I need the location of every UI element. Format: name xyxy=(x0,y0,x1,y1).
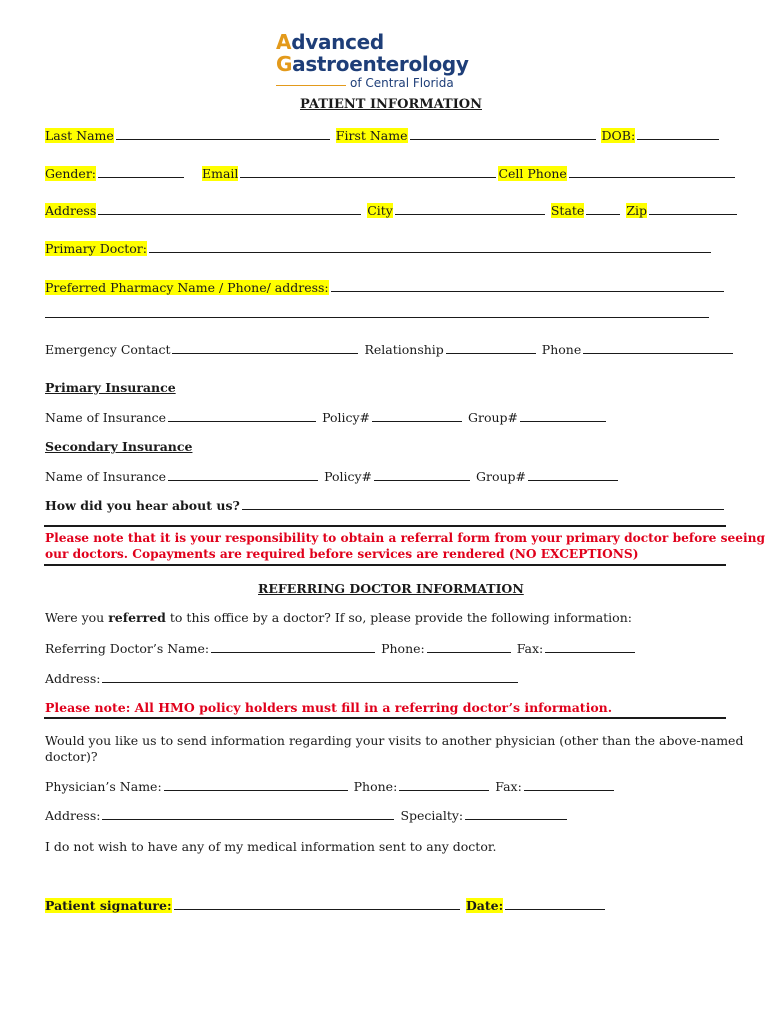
physician-phone-field[interactable] xyxy=(399,780,489,791)
physician-address-field[interactable] xyxy=(102,809,394,820)
referring-address-field[interactable] xyxy=(102,672,518,683)
row-name xyxy=(45,128,721,143)
gender-label: Gender: xyxy=(45,166,97,181)
city-field[interactable] xyxy=(395,204,545,215)
logo-initial-a: A xyxy=(276,30,292,54)
notice-line-2: our doctors. Copayments are required before services are rendered (NO EXCEPTIONS) xyxy=(45,547,639,561)
logo-word-gastroenterology: astroenterology xyxy=(292,52,469,76)
physician-address-label: Address: xyxy=(45,808,101,823)
primary-policy-label: Policy# xyxy=(322,410,371,425)
row-pharmacy xyxy=(45,280,726,295)
how-heard-field[interactable] xyxy=(242,499,724,510)
address-label: Address xyxy=(45,203,97,218)
notice-line-1: Please note that it is your responsibility to obtain a referral form from your primary doctor before seeing xyxy=(45,531,766,545)
divider-top-notice xyxy=(44,525,726,527)
state-field[interactable] xyxy=(586,204,620,215)
divider-bottom-notice xyxy=(44,564,726,566)
row-primary-doctor xyxy=(45,241,713,256)
last-name-label: Last Name xyxy=(45,128,114,143)
last-name-field[interactable] xyxy=(116,129,330,140)
specialty-label: Specialty: xyxy=(400,808,464,823)
row-signature xyxy=(45,898,607,913)
dob-label: DOB: xyxy=(601,128,636,143)
row-referring-doctor xyxy=(45,641,637,656)
address-field[interactable] xyxy=(98,204,361,215)
no-share-statement: I do not wish to have any of my medical information sent to any doctor. xyxy=(45,839,497,854)
referring-doctor-name-label: Referring Doctor’s Name: xyxy=(45,641,210,656)
primary-doctor-field[interactable] xyxy=(149,242,711,253)
primary-group-label: Group# xyxy=(468,410,519,425)
row-pharmacy-continued xyxy=(45,306,709,321)
pharmacy-label: Preferred Pharmacy Name / Phone/ address: xyxy=(45,280,329,295)
relationship-field[interactable] xyxy=(446,343,536,354)
signature-label: Patient signature: xyxy=(45,898,172,913)
cell-phone-field[interactable] xyxy=(569,167,735,178)
primary-group-field[interactable] xyxy=(520,411,606,422)
row-contact xyxy=(45,166,737,181)
emergency-contact-field[interactable] xyxy=(172,343,358,354)
referring-doctor-name-field[interactable] xyxy=(211,642,375,653)
email-field[interactable] xyxy=(240,167,496,178)
referred-question-pre: Were you xyxy=(45,610,109,625)
logo-subtitle: of Central Florida xyxy=(350,76,454,90)
divider-hmo xyxy=(44,717,726,719)
date-field[interactable] xyxy=(505,899,605,910)
first-name-field[interactable] xyxy=(410,129,596,140)
referred-question-post: to this office by a doctor? If so, please provide the following information: xyxy=(165,610,632,625)
email-label: Email xyxy=(202,166,239,181)
date-label: Date: xyxy=(465,898,504,913)
logo-accent-line xyxy=(276,85,346,86)
row-referring-address xyxy=(45,671,520,686)
hmo-note: Please note: All HMO policy holders must fill in a referring doctor’s information. xyxy=(45,700,613,715)
patient-info-heading: PATIENT INFORMATION xyxy=(300,97,482,112)
row-how-heard xyxy=(45,498,726,513)
primary-policy-field[interactable] xyxy=(372,411,462,422)
secondary-insurance-name-label: Name of Insurance xyxy=(45,469,167,484)
send-info-question-line-1: Would you like us to send information regarding your visits to another physician (other than the above-named xyxy=(45,733,744,748)
secondary-policy-field[interactable] xyxy=(374,470,470,481)
secondary-group-field[interactable] xyxy=(528,470,618,481)
primary-insurance-name-field[interactable] xyxy=(168,411,316,422)
pharmacy-field[interactable] xyxy=(331,281,724,292)
gender-field[interactable] xyxy=(98,167,184,178)
physician-phone-label: Phone: xyxy=(353,779,398,794)
zip-field[interactable] xyxy=(649,204,737,215)
physician-fax-field[interactable] xyxy=(524,780,614,791)
secondary-policy-label: Policy# xyxy=(324,469,373,484)
primary-doctor-label: Primary Doctor: xyxy=(45,241,147,256)
city-label: City xyxy=(367,203,393,218)
primary-insurance-heading: Primary Insurance xyxy=(45,380,176,395)
row-address xyxy=(45,203,739,218)
logo-line-1 xyxy=(276,30,384,54)
logo-line-2 xyxy=(276,52,469,76)
relationship-label: Relationship xyxy=(364,342,444,357)
row-emergency xyxy=(45,342,735,357)
emergency-contact-label: Emergency Contact xyxy=(45,342,171,357)
signature-field[interactable] xyxy=(174,899,460,910)
referring-phone-label: Phone: xyxy=(381,641,425,656)
emergency-phone-label: Phone xyxy=(541,342,582,357)
how-heard-label: How did you hear about us? xyxy=(45,498,240,513)
pharmacy-field-line-2[interactable] xyxy=(45,307,709,318)
row-physician-address xyxy=(45,808,569,823)
referring-address-label: Address: xyxy=(45,671,101,686)
logo-word-advanced: dvanced xyxy=(291,30,384,54)
logo-initial-g: G xyxy=(276,52,293,76)
referring-fax-field[interactable] xyxy=(545,642,635,653)
secondary-group-label: Group# xyxy=(476,469,527,484)
dob-field[interactable] xyxy=(637,129,719,140)
secondary-insurance-name-field[interactable] xyxy=(168,470,318,481)
secondary-insurance-heading: Secondary Insurance xyxy=(45,439,193,454)
first-name-label: First Name xyxy=(335,128,408,143)
physician-name-field[interactable] xyxy=(164,780,348,791)
row-primary-insurance xyxy=(45,410,608,425)
referring-heading: REFERRING DOCTOR INFORMATION xyxy=(258,581,524,596)
referring-phone-field[interactable] xyxy=(427,642,511,653)
referred-question-bold: referred xyxy=(108,610,166,625)
specialty-field[interactable] xyxy=(465,809,567,820)
emergency-phone-field[interactable] xyxy=(583,343,733,354)
primary-insurance-name-label: Name of Insurance xyxy=(45,410,167,425)
cell-phone-label: Cell Phone xyxy=(498,166,567,181)
referred-question xyxy=(45,610,632,625)
row-secondary-insurance xyxy=(45,469,620,484)
physician-fax-label: Fax: xyxy=(495,779,522,794)
referring-fax-label: Fax: xyxy=(516,641,544,656)
state-label: State xyxy=(550,203,585,218)
send-info-question-line-2: doctor)? xyxy=(45,749,98,764)
zip-label: Zip xyxy=(626,203,647,218)
physician-name-label: Physician’s Name: xyxy=(45,779,162,794)
row-physician xyxy=(45,779,616,794)
